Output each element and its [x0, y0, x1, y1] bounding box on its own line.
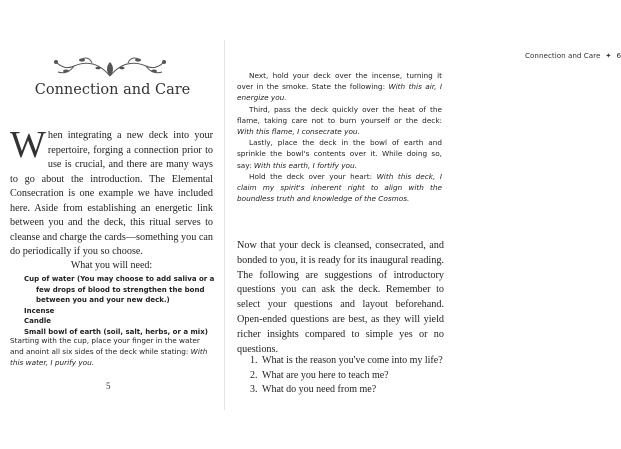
chapter-title: Connection and Care	[34, 82, 191, 98]
intro-paragraph	[10, 124, 213, 260]
step-paragraph: Lastly, place the deck in the bowl of earth and sprinkle the bowl's contents over it. While doing so, say: With this earth, I fortify you.	[237, 138, 442, 170]
list-item: 1. What is the reason you've come into my life?	[250, 355, 443, 366]
ritual-steps	[237, 70, 442, 204]
page-number: 6	[616, 51, 621, 60]
star-icon: ✦	[605, 51, 612, 60]
drop-cap: W	[10, 124, 46, 166]
left-page	[0, 0, 224, 449]
floral-ornament-icon	[30, 56, 190, 80]
materials-list	[24, 274, 216, 337]
list-item: Cup of water (You may choose to add saliva or a	[24, 275, 215, 283]
running-head: Connection and Care ✦ 6	[525, 51, 621, 60]
list-item: Small bowl of earth (soil, salt, herbs, or a mix)	[24, 327, 208, 336]
list-item: 2. What are you here to teach me?	[250, 369, 389, 381]
body-paragraph: Now that your deck is cleansed, consecrated, and bonded to you, it is ready for its inaugural reading. The following are suggestions of introductory questions you can ask the deck. Remember to select your questions and layout beforehand. Open-ended questions are best, as they will yield richer insights compared to simple yes or no questions.	[237, 240, 444, 355]
list-item: Candle	[24, 317, 52, 325]
list-item: between you and your new deck.)	[36, 296, 170, 304]
closing-paragraph: Starting with the cup, place your finger in the water and anoint all six sides of the deck while stating: With this water, I purify you.	[10, 336, 208, 368]
page-number: 5	[106, 381, 111, 391]
questions-list	[250, 354, 445, 398]
list-item: few drops of blood to strengthen the bond	[36, 285, 205, 294]
step-paragraph: Hold the deck over your heart: With this deck, I claim my spirit's inherent right to align with the boundless truth and knowledge of the Cosmos.	[237, 171, 442, 204]
list-item: 3. What do you need from me?	[250, 384, 377, 396]
step-paragraph: Next, hold your deck over the incense, turning it over in the smoke. State the following: With this air, I energize you.	[237, 71, 442, 103]
materials-heading: What you will need:	[70, 260, 153, 271]
intro-text: hen integrating a new deck into your repertoire, forging a connection prior to use is crucial, and there are many ways to go about the introduction. The Elemental Consecration is one example we have included here. Aside from establishing an energetic link between you and the deck, this ritual serves to cleanse and charge the cards—something you can do periodically if you so choose.	[10, 130, 213, 257]
step-paragraph: Third, pass the deck quickly over the heat of the flame, taking care not to burn yourself or the deck: With this flame, I consecrate you.	[237, 104, 442, 137]
list-item: Incense	[24, 306, 55, 315]
